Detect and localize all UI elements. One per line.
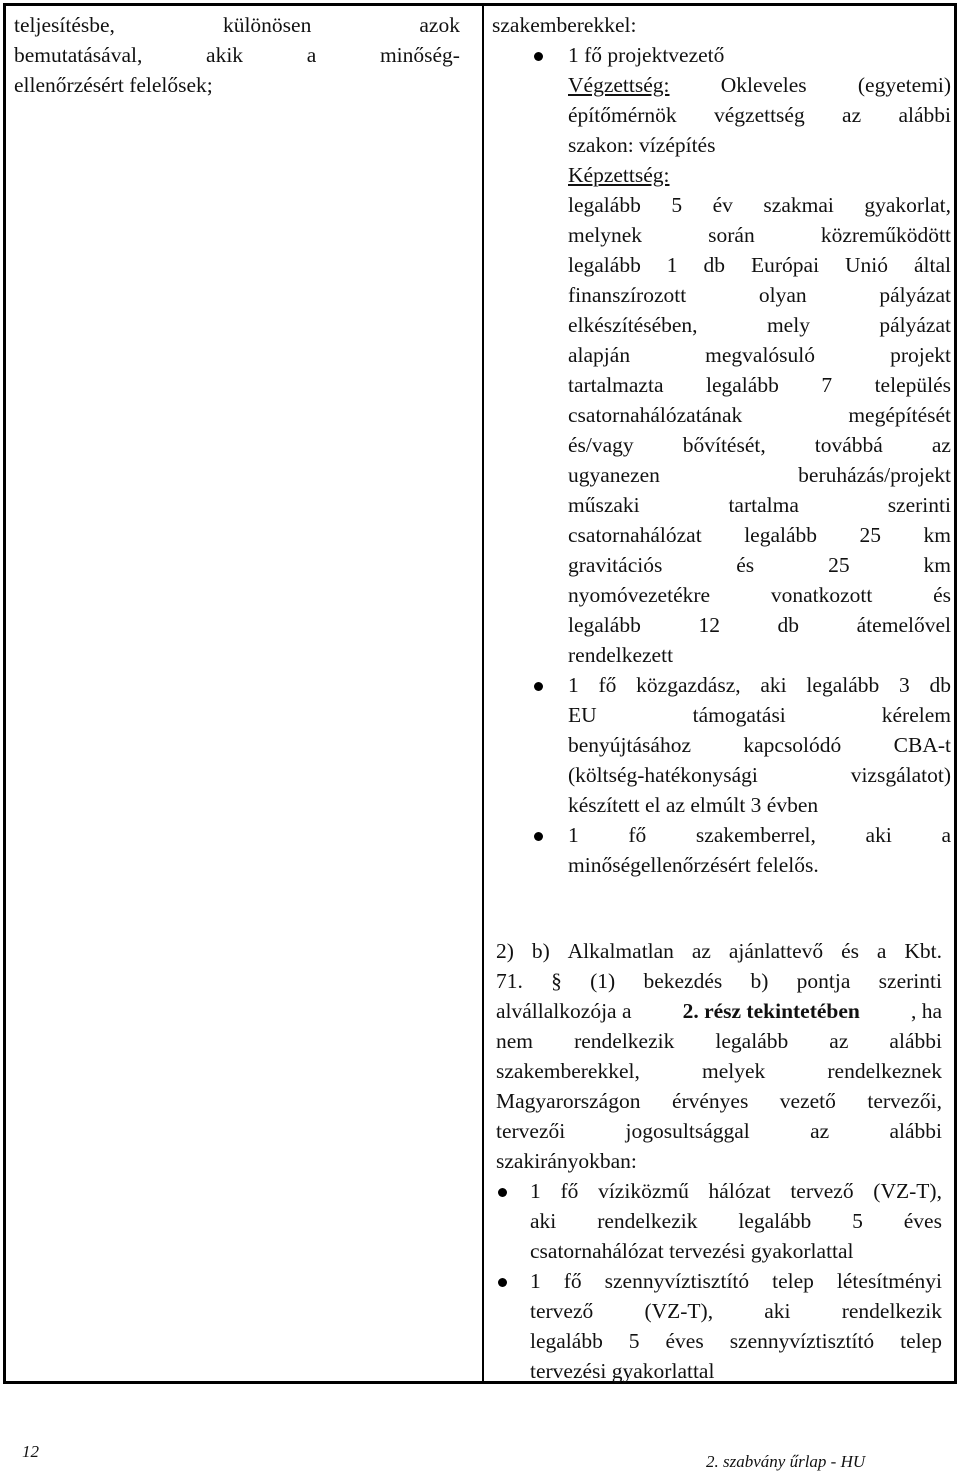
left-text-line: teljesítésbe, különösen azok [14,13,460,37]
right-column [484,6,954,1381]
para-line: Magyarországon érvényes vezető tervezői, [496,1089,942,1113]
kepzettseg-line: melynek során közreműködött [568,223,951,247]
vegzettseg-line: építőmérnök végzettség az alábbi [568,103,951,127]
kepzettseg-line: nyomóvezetékre vonatkozott és [568,583,951,607]
para-line: szakirányokban: [496,1149,637,1173]
kepzettseg-line: csatornahálózatának megépítését [568,403,951,427]
kepzettseg-line: legalább 12 db átemelővel [568,613,951,637]
bullet1-line: 1 fő víziközmű hálózat tervező (VZ-T), [530,1179,942,1203]
bullet-icon [534,682,543,691]
bullet1-line: aki rendelkezik legalább 5 éves [530,1209,942,1233]
item2-line: készített el az elmúlt 3 évben [568,793,819,817]
bullet1-line: csatornahálózat tervezési gyakorlattal [530,1239,854,1263]
vegzettseg-line: Végzettség: Okleveles (egyetemi) [568,70,951,100]
para-line: szakemberekkel, melyek rendelkeznek [496,1059,942,1083]
left-text-line: ellenőrzésért felelősek; [14,73,213,97]
item2-line: EU támogatási kérelem [568,703,951,727]
para-line: nem rendelkezik legalább az alábbi [496,1029,942,1053]
kepzettseg-line: elkészítésében, mely pályázat [568,313,951,337]
kepzettseg-line: ugyanezen beruházás/projekt [568,463,951,487]
kepzettseg-line: finanszírozott olyan pályázat [568,283,951,307]
kepzettseg-line: legalább 5 év szakmai gyakorlat, [568,193,951,217]
item-title: 1 fő projektvezető [568,43,725,67]
bullet-icon [534,832,543,841]
item2-line: (költség-hatékonysági vizsgálatot) [568,763,951,787]
vegzettseg-label: Végzettség: [568,73,670,97]
bullet2-line: tervező (VZ-T), aki rendelkezik [530,1299,942,1323]
kepzettseg-line: műszaki tartalma szerinti [568,493,951,517]
bullet2-line: tervezési gyakorlattal [530,1359,715,1383]
kepzettseg-line: legalább 1 db Európai Unió által [568,253,951,277]
para-line: 2) b) Alkalmatlan az ajánlattevő és a Kbt. [496,939,942,963]
bullet2-line: 1 fő szennyvíztisztító telep létesítményi [530,1269,942,1293]
vegzettseg-line: szakon: vízépítés [568,133,716,157]
intro-text: szakemberekkel: [492,13,637,37]
kepzettseg-line: tartalmazta legalább 7 település [568,373,951,397]
para-line: 71. § (1) bekezdés b) pontja szerinti [496,969,942,993]
para-line-bold: alvállalkozója a 2. rész tekintetében , ha [496,999,942,1023]
item2-line: 1 fő közgazdász, aki legalább 3 db [568,673,951,697]
kepzettseg-line: gravitációs és 25 km [568,553,951,577]
bullet-icon [534,52,543,61]
left-column [6,6,484,1381]
form-title: 2. szabvány űrlap - HU [706,1452,866,1471]
left-text-line: bemutatásával, akik a minőség- [14,43,460,67]
item2-line: benyújtásához kapcsolódó CBA-t [568,733,951,757]
kepzettseg-label: Képzettség: [568,163,670,187]
item3-line: 1 fő szakemberrel, aki a [568,823,951,847]
bullet-icon [498,1278,507,1287]
bullet2-line: legalább 5 éves szennyvíztisztító telep [530,1329,942,1353]
kepzettseg-line: rendelkezett [568,643,674,667]
kepzettseg-line: csatornahálózat legalább 25 km [568,523,951,547]
bullet-icon [498,1188,507,1197]
para-line: tervezői jogosultsággal az alábbi [496,1119,942,1143]
kepzettseg-line: alapján megvalósuló projekt [568,343,951,367]
form-table [3,3,957,1384]
kepzettseg-line: és/vagy bővítését, továbbá az [568,433,951,457]
page-number: 12 [22,1442,39,1461]
item3-line: minőségellenőrzésért felelős. [568,853,819,877]
